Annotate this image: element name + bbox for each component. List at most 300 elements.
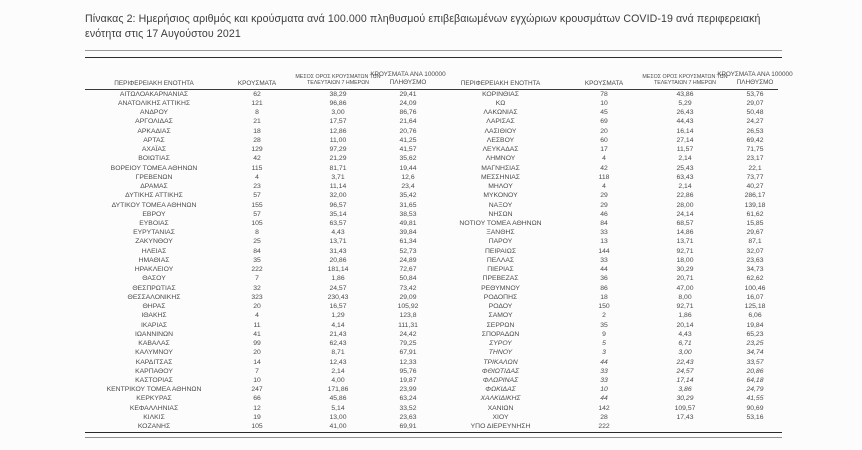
avg-cell: 20,86 <box>329 256 347 264</box>
cases-cell: 20 <box>600 127 608 135</box>
per100k-cell: 16,07 <box>746 293 764 301</box>
per100k-cell: 139,18 <box>744 201 766 209</box>
avg-cell: 20,71 <box>676 275 694 283</box>
cases-cell: 62 <box>253 90 261 98</box>
cases-cell: 25 <box>253 238 261 246</box>
per100k-cell: 23,99 <box>399 386 417 394</box>
avg-cell: 109,57 <box>674 404 696 412</box>
region-cell: ΗΛΕΙΑΣ <box>141 247 167 255</box>
cases-cell: 28 <box>253 136 261 144</box>
cases-cell: 84 <box>600 220 608 227</box>
per100k-cell: 79,25 <box>399 340 417 348</box>
per100k-cell: 34,74 <box>746 349 764 357</box>
avg-cell: 35,14 <box>329 210 347 218</box>
per100k-cell: 50,48 <box>746 109 764 117</box>
avg-cell: 3,86 <box>678 386 692 394</box>
region-cell: ΑΡΤΑΣ <box>143 136 165 144</box>
cases-cell: 18 <box>600 293 608 301</box>
table-row <box>85 330 778 339</box>
avg-cell: 1,86 <box>331 275 345 283</box>
region-cell: ΚΕΦΑΛΛΗΝΙΑΣ <box>129 404 179 412</box>
avg-cell: 18,00 <box>676 256 694 264</box>
region-cell: ΚΑΡΔΙΤΣΑΣ <box>135 358 173 366</box>
region-cell: ΑΝΔΡΟΥ <box>139 109 169 117</box>
region-cell: ΙΩΑΝΝΙΝΩΝ <box>134 330 174 338</box>
avg-cell: 1,29 <box>331 312 345 320</box>
avg-cell: 171,86 <box>327 386 349 394</box>
per100k-cell: 105,92 <box>397 303 419 311</box>
per100k-cell: 15,85 <box>746 220 764 227</box>
header-per-100k-right: ΚΡΟΥΣΜΑΤΑ ΑΝΑ 100000 ΠΛΗΘΥΣΜΟ <box>717 71 793 87</box>
region-cell: ΕΥΒΟΙΑΣ <box>139 220 169 227</box>
per100k-cell: 50,84 <box>399 275 417 283</box>
region-cell: ΔΡΑΜΑΣ <box>140 183 168 191</box>
cases-cell: 105 <box>251 423 263 431</box>
table-row <box>85 182 778 191</box>
cases-cell: 44 <box>600 266 608 274</box>
cases-cell: 20 <box>253 303 261 311</box>
cases-cell: 33 <box>600 229 608 237</box>
covid-regional-table <box>85 60 793 439</box>
region-cell: ΛΑΡΙΣΑΣ <box>486 118 515 126</box>
per100k-cell: 19,84 <box>746 321 764 329</box>
avg-cell: 4,43 <box>331 229 345 237</box>
avg-cell: 2,14 <box>331 367 345 375</box>
avg-cell: 96,57 <box>329 201 347 209</box>
table-row <box>85 173 778 182</box>
cases-cell: 41 <box>253 330 261 338</box>
avg-cell: 2,14 <box>678 183 692 191</box>
cases-cell: 23 <box>253 183 261 191</box>
cases-cell: 19 <box>253 413 261 421</box>
region-cell: ΜΕΣΣΗΝΙΑΣ <box>480 173 521 181</box>
table-top-border <box>85 57 782 58</box>
cases-cell: 7 <box>255 275 259 283</box>
cases-cell: 10 <box>253 376 261 384</box>
avg-cell: 230,43 <box>327 293 349 301</box>
table-row <box>85 247 778 256</box>
region-cell: ΦΩΚΙΔΑΣ <box>485 386 516 394</box>
cases-cell: 17 <box>600 146 608 154</box>
per100k-cell: 52,73 <box>399 247 417 255</box>
cases-cell: 9 <box>602 330 606 338</box>
per100k-cell: 33,57 <box>746 358 764 366</box>
cases-cell: 10 <box>600 386 608 394</box>
region-cell: ΓΡΕΒΕΝΩΝ <box>135 173 173 181</box>
cases-cell: 42 <box>253 155 261 163</box>
region-cell: ΕΥΡΥΤΑΝΙΑΣ <box>133 229 175 237</box>
header-7day-avg-right: ΜΕΣΟΣ ΟΡΟΣ ΚΡΟΥΣΜΑΤΩΝ ΤΩΝ ΤΕΛΕΥΤΑΙΩΝ 7 ΗΜΕΡΩΝ <box>642 73 728 87</box>
per100k-cell: 90,69 <box>746 404 764 412</box>
region-cell: ΛΑΚΩΝΙΑΣ <box>483 109 518 117</box>
table-row <box>85 293 778 302</box>
avg-cell: 45,86 <box>329 395 347 403</box>
per100k-cell: 32,07 <box>746 247 764 255</box>
avg-cell: 96,86 <box>329 99 347 107</box>
avg-cell: 4,14 <box>331 321 345 329</box>
cases-cell: 35 <box>253 256 261 264</box>
cases-cell: 29 <box>600 192 608 200</box>
region-cell: ΗΜΑΘΙΑΣ <box>138 256 170 264</box>
region-cell: ΦΘΙΩΤΙΔΑΣ <box>481 367 520 375</box>
avg-cell: 181,14 <box>327 266 349 274</box>
region-cell: ΜΗΛΟΥ <box>488 183 513 191</box>
region-cell: ΚΙΛΚΙΣ <box>143 413 165 421</box>
avg-cell: 47,00 <box>676 284 694 292</box>
region-cell: ΡΕΘΥΜΝΟΥ <box>481 284 520 292</box>
avg-cell: 12,43 <box>329 358 347 366</box>
cases-cell: 21 <box>253 118 261 126</box>
avg-cell: 5,29 <box>678 99 692 107</box>
per100k-cell: 29,07 <box>746 99 764 107</box>
region-cell: ΑΙΤΩΛΟΑΚΑΡΝΑΝΙΑΣ <box>119 90 189 98</box>
region-cell: ΑΡΓΟΛΙΔΑΣ <box>135 118 173 126</box>
region-cell: ΤΡΙΚΑΛΩΝ <box>483 358 518 366</box>
avg-cell: 16,14 <box>676 127 694 135</box>
avg-cell: 21,43 <box>329 330 347 338</box>
avg-cell: 13,00 <box>329 413 347 421</box>
table-row <box>85 413 778 422</box>
avg-cell: 12,86 <box>329 127 347 135</box>
region-cell: ΚΕΡΚΥΡΑΣ <box>136 395 172 403</box>
cases-cell: 247 <box>251 386 263 394</box>
avg-cell: 41,00 <box>329 423 347 431</box>
avg-cell: 8,00 <box>678 293 692 301</box>
cases-cell: 66 <box>253 395 261 403</box>
table-row <box>85 117 778 126</box>
per100k-cell: 20,86 <box>746 367 764 375</box>
per100k-cell: 67,91 <box>399 349 417 357</box>
title-divider <box>85 50 782 51</box>
per100k-cell: 29,67 <box>746 229 764 237</box>
cases-cell: 33 <box>600 256 608 264</box>
avg-cell: 2,14 <box>678 155 692 163</box>
region-cell: ΜΑΓΝΗΣΙΑΣ <box>481 164 520 172</box>
per100k-cell: 24,09 <box>399 99 417 107</box>
avg-cell: 24,57 <box>329 284 347 292</box>
table-row <box>85 284 778 293</box>
cases-cell: 86 <box>600 284 608 292</box>
table-row <box>85 201 778 210</box>
cases-cell: 8 <box>255 229 259 237</box>
region-cell: ΒΟΙΩΤΙΑΣ <box>138 155 170 163</box>
cases-cell: 33 <box>600 367 608 375</box>
table-row <box>85 90 778 99</box>
per100k-cell: 29,09 <box>399 293 417 301</box>
avg-cell: 13,71 <box>676 238 694 246</box>
avg-cell: 92,71 <box>676 303 694 311</box>
cases-cell: 60 <box>600 136 608 144</box>
avg-cell: 63,57 <box>329 220 347 227</box>
region-cell: ΡΟΔΟΥ <box>488 303 513 311</box>
table-bottom-border <box>85 432 782 433</box>
region-cell: ΛΕΥΚΑΔΑΣ <box>482 146 519 154</box>
per100k-cell: 61,34 <box>399 238 417 246</box>
avg-cell: 11,00 <box>329 136 347 144</box>
cases-cell: 3 <box>602 349 606 357</box>
cases-cell: 10 <box>600 99 608 107</box>
region-cell: ΚΟΖΑΝΗΣ <box>137 423 171 431</box>
per100k-cell: 40,27 <box>746 183 764 191</box>
per100k-cell: 61,62 <box>746 210 764 218</box>
cases-cell: 44 <box>600 358 608 366</box>
per100k-cell: 53,76 <box>746 90 764 98</box>
avg-cell: 24,57 <box>676 367 694 375</box>
table-row <box>85 367 778 376</box>
region-cell: ΝΑΞΟΥ <box>488 201 513 209</box>
per100k-cell: 39,84 <box>399 229 417 237</box>
per100k-cell: 33,52 <box>399 404 417 412</box>
per100k-cell: 72,67 <box>399 266 417 274</box>
cases-cell: 33 <box>600 376 608 384</box>
region-cell: ΚΩ <box>495 99 506 107</box>
cases-cell: 20 <box>253 349 261 357</box>
avg-cell: 25,43 <box>676 164 694 172</box>
cases-cell: 14 <box>253 358 261 366</box>
cases-cell: 44 <box>600 395 608 403</box>
cases-cell: 155 <box>251 201 263 209</box>
table-row <box>85 274 778 283</box>
table-row <box>85 404 778 413</box>
avg-cell: 3,00 <box>331 109 345 117</box>
region-cell: ΧΑΝΙΩΝ <box>487 404 514 412</box>
per100k-cell: 71,75 <box>746 146 764 154</box>
cases-cell: 99 <box>253 340 261 348</box>
avg-cell: 81,71 <box>329 164 347 172</box>
region-cell: ΚΑΣΤΟΡΙΑΣ <box>135 376 173 384</box>
region-cell: ΠΕΛΛΑΣ <box>486 256 515 264</box>
avg-cell: 22,43 <box>676 358 694 366</box>
region-cell: ΤΗΝΟΥ <box>488 349 513 357</box>
cases-cell: 29 <box>600 201 608 209</box>
cases-cell: 7 <box>255 367 259 375</box>
avg-cell: 8,71 <box>331 349 345 357</box>
avg-cell: 62,43 <box>329 340 347 348</box>
cases-cell: 69 <box>600 118 608 126</box>
table-row <box>85 339 778 348</box>
avg-cell: 68,57 <box>676 220 694 227</box>
avg-cell: 17,43 <box>676 413 694 421</box>
avg-cell: 26,43 <box>676 109 694 117</box>
table-row <box>85 164 778 173</box>
per100k-cell: 286,17 <box>744 192 766 200</box>
table-header-row <box>85 60 793 90</box>
per100k-cell: 19,87 <box>399 376 417 384</box>
cases-cell: 46 <box>600 210 608 218</box>
cases-cell: 78 <box>600 90 608 98</box>
per100k-cell: 73,42 <box>399 284 417 292</box>
table-row <box>85 210 778 219</box>
cases-cell: 4 <box>602 183 606 191</box>
cases-cell: 18 <box>253 127 261 135</box>
table-row <box>85 237 778 246</box>
per100k-cell: 12,6 <box>401 173 415 181</box>
per100k-cell: 31,65 <box>399 201 417 209</box>
region-cell: ΘΗΡΑΣ <box>142 303 166 311</box>
avg-cell: 16,57 <box>329 303 347 311</box>
per100k-cell: 65,23 <box>746 330 764 338</box>
per100k-cell: 53,16 <box>746 413 764 421</box>
table-row <box>85 99 778 108</box>
table-row <box>85 136 778 145</box>
region-cell: ΑΡΚΑΔΙΑΣ <box>137 127 171 135</box>
table-row <box>85 422 778 431</box>
avg-cell: 14,86 <box>676 229 694 237</box>
cases-cell: 5 <box>602 340 606 348</box>
region-cell: ΛΕΣΒΟΥ <box>486 136 515 144</box>
region-cell: ΝΟΤΙΟΥ ΤΟΜΕΑ ΑΘΗΝΩΝ <box>459 220 542 227</box>
avg-cell: 13,71 <box>329 238 347 246</box>
cases-cell: 222 <box>251 266 263 274</box>
per100k-cell: 20,76 <box>399 127 417 135</box>
region-cell: ΚΟΡΙΝΘΙΑΣ <box>482 90 519 98</box>
avg-cell: 21,29 <box>329 155 347 163</box>
avg-cell: 4,00 <box>331 376 345 384</box>
region-cell: ΣΥΡΟΥ <box>489 340 512 348</box>
cases-cell: 45 <box>600 109 608 117</box>
cases-cell: 35 <box>600 321 608 329</box>
per100k-cell: 26,53 <box>746 127 764 135</box>
per100k-cell: 38,53 <box>399 210 417 218</box>
per100k-cell: 41,25 <box>399 136 417 144</box>
cases-cell: 11 <box>253 321 261 329</box>
avg-cell: 32,00 <box>329 192 347 200</box>
table-body <box>85 90 778 432</box>
cases-cell: 144 <box>598 247 610 255</box>
per100k-cell: 22,1 <box>748 164 762 172</box>
cases-cell: 32 <box>253 284 261 292</box>
cases-cell: 57 <box>253 210 261 218</box>
region-cell: ΧΙΟΥ <box>492 413 509 421</box>
region-cell: ΗΡΑΚΛΕΙΟΥ <box>134 266 174 274</box>
cases-cell: 222 <box>598 423 610 431</box>
region-cell: ΣΠΟΡΑΔΩΝ <box>481 330 520 338</box>
table-row <box>85 311 778 320</box>
avg-cell: 38,29 <box>329 90 347 98</box>
region-cell: ΘΑΣΟΥ <box>142 275 166 283</box>
region-cell: ΣΕΡΡΩΝ <box>486 321 515 329</box>
region-cell: ΙΘΑΚΗΣ <box>141 312 167 320</box>
avg-cell: 17,57 <box>329 118 347 126</box>
region-cell: ΘΕΣΠΡΩΤΙΑΣ <box>132 284 176 292</box>
region-cell: ΒΟΡΕΙΟΥ ΤΟΜΕΑ ΑΘΗΝΩΝ <box>110 164 198 172</box>
cases-cell: 12 <box>253 404 261 412</box>
region-cell: ΠΕΙΡΑΙΩΣ <box>484 247 517 255</box>
region-cell: ΙΚΑΡΙΑΣ <box>140 321 168 329</box>
cases-cell: 42 <box>600 164 608 172</box>
cases-cell: 36 <box>600 275 608 283</box>
region-cell: ΝΗΣΩΝ <box>488 210 513 218</box>
avg-cell: 1,86 <box>678 312 692 320</box>
avg-cell: 43,86 <box>676 90 694 98</box>
header-cases-left: ΚΡΟΥΣΜΑΤΑ <box>237 79 277 87</box>
per100k-cell: 62,62 <box>746 275 764 283</box>
table-row <box>85 321 778 330</box>
region-cell: ΑΧΑΪΑΣ <box>141 146 167 154</box>
per100k-cell: 23,63 <box>399 413 417 421</box>
per100k-cell: 73,77 <box>746 173 764 181</box>
avg-cell: 17,14 <box>676 376 694 384</box>
region-cell: ΡΟΔΟΠΗΣ <box>483 293 518 301</box>
avg-cell: 11,57 <box>676 146 694 154</box>
header-7day-avg-left: ΜΕΣΟΣ ΟΡΟΣ ΚΡΟΥΣΜΑΤΩΝ ΤΩΝ ΤΕΛΕΥΤΑΙΩΝ 7 ΗΜΕΡΩΝ <box>295 73 381 87</box>
avg-cell: 20,14 <box>676 321 694 329</box>
header-region-right: ΠΕΡΙΦΕΡΕΙΑΚΗ ΕΝΟΤΗΤΑ <box>460 79 541 87</box>
table-row <box>85 228 778 237</box>
report-page <box>85 12 793 438</box>
per100k-cell: 35,42 <box>399 192 417 200</box>
region-cell: ΠΙΕΡΙΑΣ <box>487 266 514 274</box>
per100k-cell: 64,18 <box>746 376 764 384</box>
cases-cell: 13 <box>600 238 608 246</box>
table-row <box>85 265 778 274</box>
table-row <box>85 394 778 403</box>
table-row <box>85 127 778 136</box>
avg-cell: 4,43 <box>678 330 692 338</box>
per100k-cell: 29,41 <box>399 90 417 98</box>
table-row <box>85 191 778 200</box>
per100k-cell: 63,24 <box>399 395 417 403</box>
per100k-cell: 35,62 <box>399 155 417 163</box>
per100k-cell: 12,33 <box>399 358 417 366</box>
per100k-cell: 23,17 <box>746 155 764 163</box>
region-cell: ΘΕΣΣΑΛΟΝΙΚΗΣ <box>127 293 181 301</box>
cases-cell: 115 <box>251 164 263 172</box>
region-cell: ΛΑΣΙΘΙΟΥ <box>484 127 517 135</box>
avg-cell: 30,29 <box>676 266 694 274</box>
region-cell: ΦΛΩΡΙΝΑΣ <box>482 376 519 384</box>
cases-cell: 28 <box>600 413 608 421</box>
cases-cell: 4 <box>602 155 606 163</box>
cases-cell: 142 <box>598 404 610 412</box>
page-bottom-divider <box>85 437 782 438</box>
table-row <box>85 145 778 154</box>
cases-cell: 4 <box>255 173 259 181</box>
region-cell: ΕΒΡΟΥ <box>142 210 166 218</box>
avg-cell: 31,43 <box>329 247 347 255</box>
avg-cell: 3,00 <box>678 349 692 357</box>
per100k-cell: 6,06 <box>748 312 762 320</box>
cases-cell: 57 <box>253 192 261 200</box>
per100k-cell: 95,76 <box>399 367 417 375</box>
region-cell: ΑΝΑΤΟΛΙΚΗΣ ΑΤΤΙΚΗΣ <box>117 99 191 107</box>
header-cases-right: ΚΡΟΥΣΜΑΤΑ <box>584 79 624 87</box>
avg-cell: 92,71 <box>676 247 694 255</box>
table-row <box>85 376 778 385</box>
avg-cell: 6,71 <box>678 340 692 348</box>
region-cell: ΔΥΤΙΚΗΣ ΑΤΤΙΚΗΣ <box>125 192 183 200</box>
region-cell: ΖΑΚΥΝΘΟΥ <box>135 238 173 246</box>
avg-cell: 44,43 <box>676 118 694 126</box>
cases-cell: 323 <box>251 293 263 301</box>
table-row <box>85 385 778 394</box>
cases-cell: 4 <box>255 312 259 320</box>
cases-cell: 121 <box>251 99 263 107</box>
region-cell: ΠΡΕΒΕΖΑΣ <box>482 275 519 283</box>
region-cell: ΣΑΜΟΥ <box>488 312 513 320</box>
region-cell: ΠΑΡΟΥ <box>488 238 513 246</box>
per100k-cell: 24,42 <box>399 330 417 338</box>
table-row <box>85 219 778 228</box>
per100k-cell: 69,91 <box>399 423 417 431</box>
per100k-cell: 41,55 <box>746 395 764 403</box>
table-row <box>85 108 778 117</box>
avg-cell: 28,00 <box>676 201 694 209</box>
cases-cell: 2 <box>602 312 606 320</box>
per100k-cell: 23,63 <box>746 256 764 264</box>
per100k-cell: 69,42 <box>746 136 764 144</box>
region-cell: ΥΠΟ ΔΙΕΡΕΥΝΗΣΗ <box>470 423 531 431</box>
